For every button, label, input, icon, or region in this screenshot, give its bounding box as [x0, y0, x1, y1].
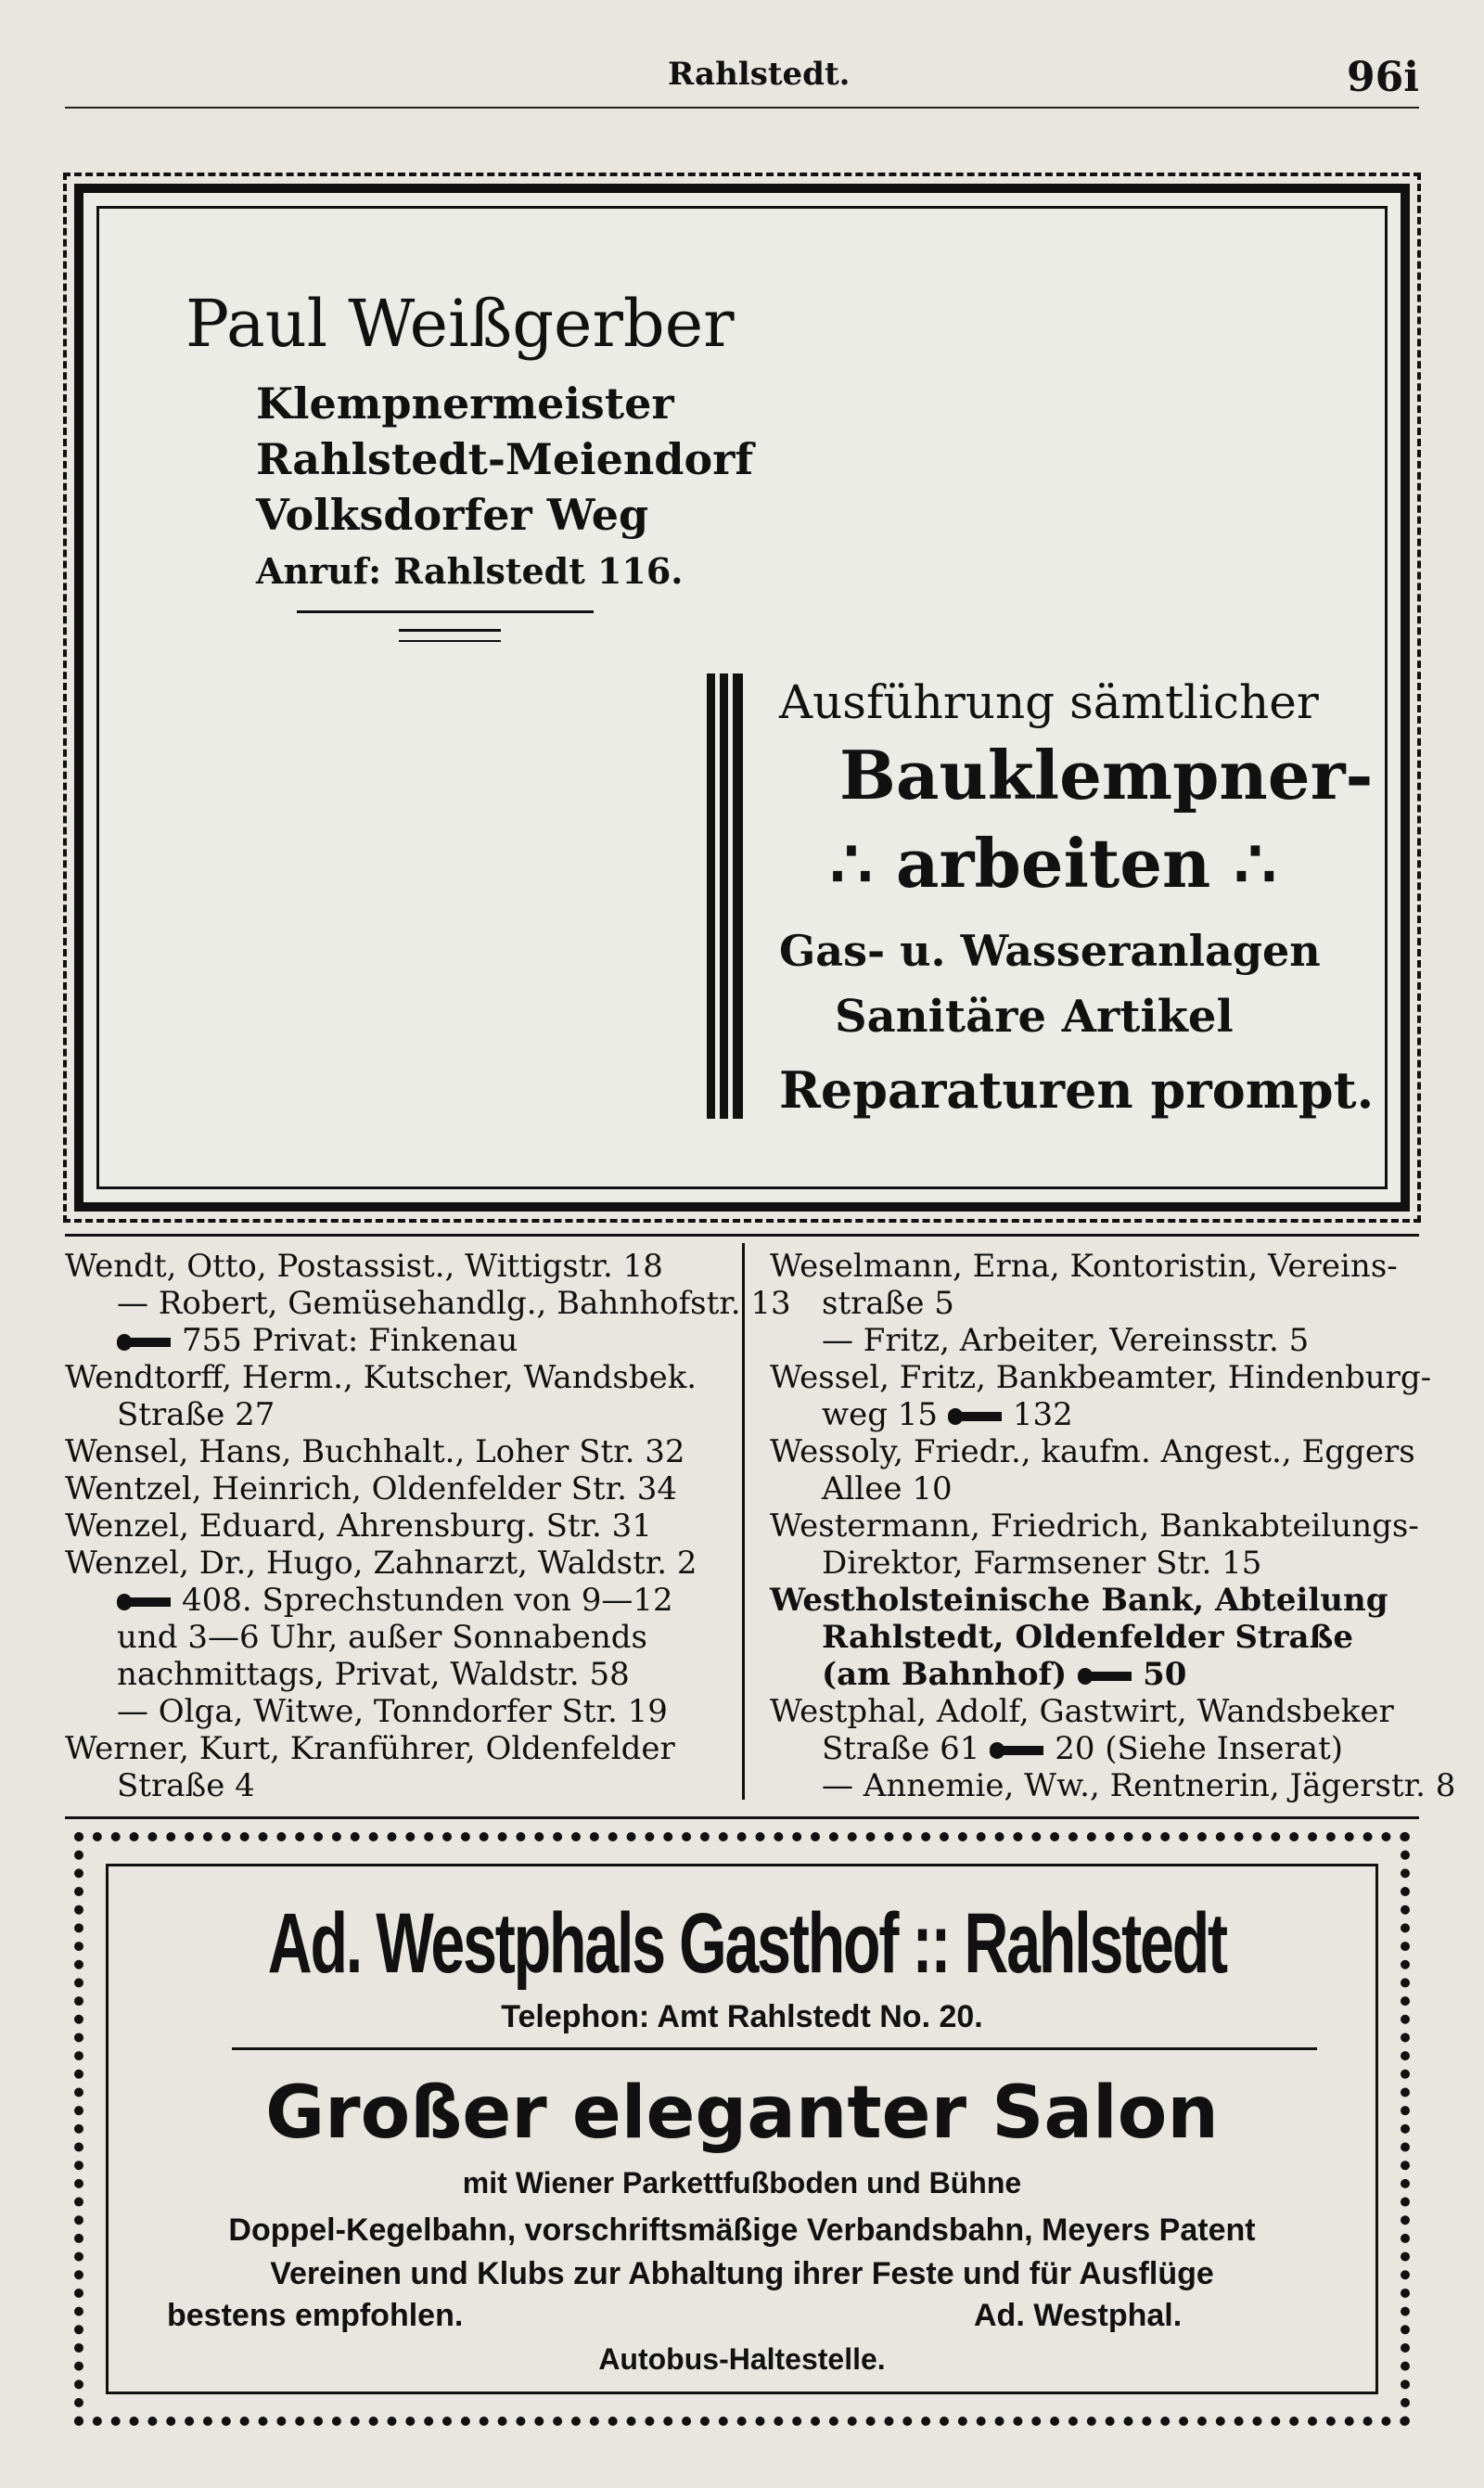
directory-left-column — [65, 1248, 791, 1804]
ad-vertical-bars — [707, 673, 744, 1119]
directory-entry — [65, 1285, 791, 1322]
weissgerber-advertisement — [74, 184, 1410, 1212]
directory-entry — [770, 1470, 1428, 1507]
directory-entry — [65, 1507, 714, 1545]
entry-text: 755 Privat: Finkenau — [182, 1322, 518, 1359]
directory-entry — [65, 1767, 714, 1804]
directory-entry — [770, 1396, 1428, 1433]
entry-text: weg 15 — [822, 1396, 939, 1433]
directory-entry — [770, 1433, 1428, 1470]
entry-text: straße 5 — [822, 1285, 954, 1322]
directory-rule — [65, 1816, 1419, 1819]
entry-text: — Olga, Witwe, Tonndorfer Str. 19 — [117, 1693, 668, 1730]
entry-text: Wensel, Hans, Buchhalt., Loher Str. 32 — [65, 1433, 685, 1470]
entry-text: Wendtorff, Herm., Kutscher, Wandsbek. — [65, 1359, 697, 1396]
entry-text: 408. Sprechstunden von 9—12 — [182, 1582, 673, 1619]
ad-trade: Klempnermeister — [256, 378, 674, 429]
ad-text-line: mit Wiener Parkettfußboden und Bühne — [462, 2166, 1022, 2199]
entry-text: Straße 27 — [117, 1396, 275, 1433]
ad-signature: Ad. Westphal. — [974, 2298, 1183, 2333]
ad-rule — [232, 2047, 1317, 2050]
directory-entry — [770, 1285, 1428, 1322]
directory-entry — [770, 1730, 1428, 1767]
running-header: Rahlstedt. — [668, 56, 851, 93]
directory-rule — [65, 1234, 1419, 1237]
ad-business-name: Paul Weißgerber — [186, 286, 735, 362]
entry-text: Direktor, Farmsener Str. 15 — [822, 1545, 1262, 1582]
telephone-icon — [1078, 1666, 1135, 1686]
directory-entry — [770, 1359, 1432, 1396]
entry-text: Weselmann, Erna, Kontoristin, Vereins- — [770, 1248, 1398, 1285]
directory-entry — [65, 1322, 714, 1359]
entry-text: Wessel, Fritz, Bankbeamter, Hindenburg- — [770, 1359, 1432, 1396]
directory-entry — [770, 1322, 1428, 1359]
directory-entry — [65, 1730, 714, 1767]
directory-entry — [770, 1619, 1428, 1656]
directory-entry — [770, 1545, 1428, 1582]
entry-text: Rahlstedt, Oldenfelder Straße — [822, 1619, 1353, 1656]
ad-text-line: Autobus-Haltestelle. — [598, 2342, 886, 2376]
entry-text: — Fritz, Arbeiter, Vereinsstr. 5 — [822, 1322, 1310, 1359]
entry-text: Westermann, Friedrich, Bankabteilungs- — [770, 1507, 1419, 1545]
entry-text: Wentzel, Heinrich, Oldenfelder Str. 34 — [65, 1470, 678, 1507]
entry-text: Westphal, Adolf, Gastwirt, Wandsbeker — [770, 1693, 1394, 1730]
directory-entry — [65, 1433, 714, 1470]
directory-entry — [65, 1656, 714, 1693]
telephone-icon — [948, 1406, 1005, 1427]
ad-text-line: Doppel-Kegelbahn, vorschriftsmäßige Verbandsbahn, Meyers Patent — [228, 2212, 1256, 2248]
entry-text: (am Bahnhof) — [822, 1656, 1068, 1693]
directory-entry — [65, 1582, 714, 1619]
directory-entry — [65, 1248, 714, 1285]
ad-service-line: Sanitäre Artikel — [835, 991, 1234, 1043]
ad-service-line: Bauklempner- — [839, 736, 1374, 814]
telephone-icon — [990, 1740, 1047, 1761]
page-number: 96i — [1347, 54, 1419, 101]
directory-entry — [65, 1693, 714, 1730]
gasthof-title: Ad. Westphals Gasthof :: Rahlstedt — [267, 1896, 1226, 1991]
ad-rule — [399, 629, 501, 632]
directory-entry — [770, 1582, 1428, 1619]
directory-entry — [770, 1693, 1428, 1730]
ad-text-line: Vereinen und Klubs zur Abhaltung ihrer Feste und für Ausflüge — [270, 2256, 1214, 2291]
directory-entry — [65, 1396, 714, 1433]
ad-service-line: Ausführung sämtlicher — [779, 675, 1319, 729]
gasthof-telephone: Telephon: Amt Rahlstedt No. 20. — [501, 1999, 983, 2034]
directory-right-column — [770, 1248, 1456, 1804]
entry-text: Straße 4 — [117, 1767, 255, 1804]
directory-entry — [770, 1656, 1428, 1693]
directory-entry — [770, 1248, 1428, 1285]
entry-text: und 3—6 Uhr, außer Sonnabends — [117, 1619, 648, 1656]
telephone-icon — [117, 1592, 174, 1612]
entry-text: nachmittags, Privat, Waldstr. 58 — [117, 1656, 630, 1693]
salon-heading: Großer eleganter Salon — [265, 2071, 1219, 2155]
telephone-icon — [117, 1332, 174, 1353]
entry-text: Wendt, Otto, Postassist., Wittigstr. 18 — [65, 1248, 663, 1285]
directory-entry — [65, 1359, 714, 1396]
entry-text: Allee 10 — [822, 1470, 953, 1507]
header-rule — [65, 107, 1419, 109]
ad-service-line: Reparaturen prompt. — [779, 1060, 1375, 1120]
ad-rule — [297, 610, 594, 613]
directory-entry — [65, 1619, 714, 1656]
ad-street: Volksdorfer Weg — [256, 490, 649, 540]
ad-phone: Anruf: Rahlstedt 116. — [256, 550, 684, 592]
phone-number: 50 — [1143, 1656, 1187, 1693]
entry-text: Straße 61 — [822, 1730, 980, 1767]
ad-rule — [399, 640, 501, 642]
ad-service-line: Gas- u. Wasseranlagen — [779, 926, 1321, 976]
entry-text: Westholsteinische Bank, Abteilung — [770, 1582, 1388, 1619]
directory-entry — [65, 1545, 714, 1582]
westphal-gasthof-advertisement — [74, 1832, 1410, 2426]
phone-number: 20 (Siehe Inserat) — [1055, 1730, 1344, 1767]
ad-service-line: ∴ arbeiten ∴ — [830, 824, 1277, 903]
column-divider — [742, 1243, 745, 1800]
ad-location: Rahlstedt-Meiendorf — [256, 434, 754, 484]
ad-text-line: bestens empfohlen. — [167, 2298, 464, 2333]
entry-text: Werner, Kurt, Kranführer, Oldenfelder — [65, 1730, 675, 1767]
entry-text: Wenzel, Eduard, Ahrensburg. Str. 31 — [65, 1507, 652, 1545]
entry-text: Wenzel, Dr., Hugo, Zahnarzt, Waldstr. 2 — [65, 1545, 697, 1582]
entry-text: Wessoly, Friedr., kaufm. Angest., Eggers — [770, 1433, 1415, 1470]
phone-number: 132 — [1012, 1396, 1073, 1433]
directory-entry — [770, 1767, 1456, 1804]
directory-page — [65, 0, 1456, 2488]
directory-entry — [770, 1507, 1428, 1545]
directory-entry — [65, 1470, 714, 1507]
entry-text: — Robert, Gemüsehandlg., Bahnhofstr. 13 — [117, 1285, 791, 1322]
entry-text: — Annemie, Ww., Rentnerin, Jägerstr. 8 — [822, 1767, 1456, 1804]
